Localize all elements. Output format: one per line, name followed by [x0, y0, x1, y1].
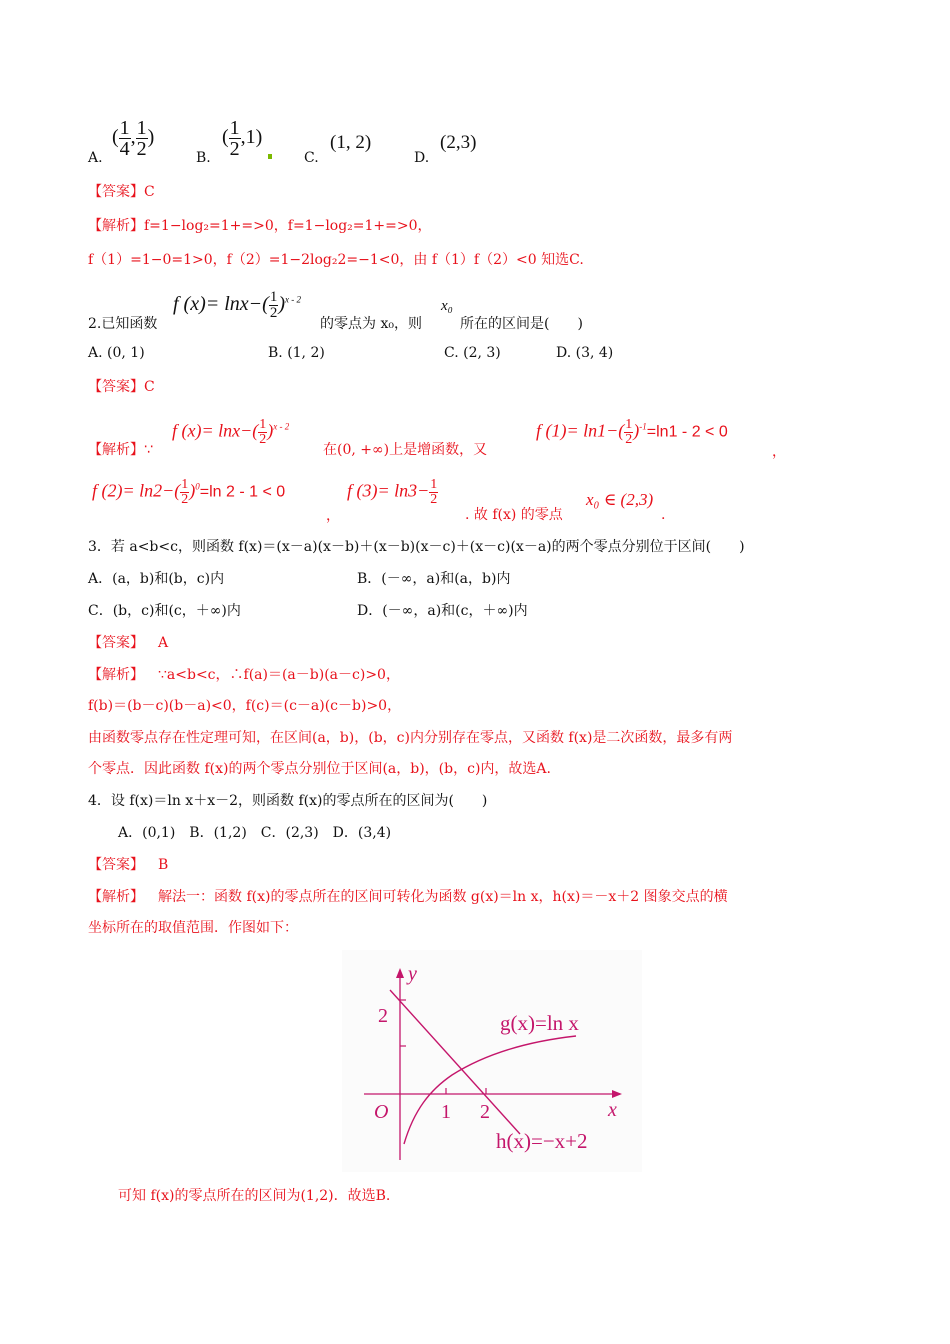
origin-label: O: [374, 1101, 389, 1123]
q3-answer: 【答案】 A: [88, 635, 169, 651]
q4-stem: 4．设 f(x)＝ln x＋x－2，则函数 f(x)的零点所在的区间为( ): [88, 793, 488, 809]
q3-explanation-line-3: 由函数零点存在性定理可知，在区间(a，b)，(b，c)内分别存在零点，又函数 f(x)是二次函数，最多有两: [88, 730, 733, 746]
q4-conclusion: 可知 f(x)的零点所在的区间为(1,2)．故选B.: [118, 1188, 391, 1204]
q1-option-c: C.: [304, 150, 319, 166]
q4-explanation-line-1: 【解析】 解法一：函数 f(x)的零点所在的区间可转化为函数 g(x)＝ln x，h(x)＝－x＋2 图象交点的横: [88, 889, 728, 905]
q2-explanation-period: .: [661, 507, 666, 523]
q2-stem-prefix: 2.已知函数: [88, 316, 158, 332]
q2-explanation-comma-2: ，: [326, 508, 340, 524]
q1-option-d-value: (2,3): [440, 132, 477, 153]
q1-option-b: B.: [196, 150, 211, 166]
q4-options: A．(0,1) B．(1,2) C．(2,3) D．(3,4): [118, 825, 392, 841]
q3-explanation-line-1: 【解析】 ∵a<b<c，∴f(a)＝(a－b)(a－c)>0，: [88, 667, 400, 683]
q3-option-a: A．(a，b)和(b，c)内: [88, 571, 225, 587]
q2-explanation-tail: . 故 f(x) 的零点: [465, 507, 563, 523]
q2-stem-end: 所在的区间是( ): [460, 316, 583, 332]
q2-explanation-middle: 在(0, +∞)上是增函数，又: [323, 442, 488, 458]
q2-option-b: B. (1, 2): [268, 345, 325, 361]
q2-option-a: A. (0, 1): [88, 345, 145, 361]
q1-explanation-line-1: 【解析】f=1−log₂=1+=>0，f=1−log₂=1+=>0，: [88, 218, 432, 234]
h-function-label: h(x)=−x+2: [496, 1129, 588, 1153]
q2-stem-function: f (x)= lnx−( $\frac{1}{2}$ )$^{x - 2}$: [173, 289, 302, 321]
q2-explanation-f2: f (2)= ln2−( $\frac{1}{2}$ )$^0$=ln 2 - 1 < 0: [92, 477, 286, 507]
q1-option-a-value: ( $\frac{1}{4}$ , $\frac{1}{2}$ ): [112, 117, 155, 160]
decorative-dot: [268, 154, 272, 159]
g-function-label: g(x)=ln x: [500, 1011, 579, 1035]
q3-explanation-line-4: 个零点．因此函数 f(x)的两个零点分别位于区间(a，b)，(b，c)内，故选A.: [88, 761, 551, 777]
q3-option-b: B．(－∞，a)和(a，b)内: [357, 571, 511, 587]
q1-explanation-line-2: f（1）=1−0=1>0，f（2）=1−2log₂2=−1<0，由 f（1）f（2）<0 知选C.: [88, 252, 584, 268]
q4-explanation-line-2: 坐标所在的取值范围．作图如下：: [88, 920, 298, 936]
q1-option-d: D.: [414, 150, 430, 166]
q3-explanation-line-2: f(b)＝(b－c)(b－a)<0，f(c)＝(c－a)(c－b)>0，: [88, 698, 402, 714]
q2-option-c: C. (2, 3): [444, 345, 501, 361]
q2-answer: 【答案】C: [88, 379, 155, 395]
q2-explanation-label: 【解析】∵: [88, 442, 153, 458]
q1-answer: 【答案】C: [88, 184, 155, 200]
q1-option-a: A.: [88, 150, 103, 166]
q2-stem-x0: x₀: [441, 298, 453, 314]
y-tick-label-2: 2: [378, 1005, 388, 1027]
q1-option-c-value: (1, 2): [330, 132, 372, 153]
q2-explanation-function: f (x)= lnx−( $\frac{1}{2}$ )$^{x - 2}$: [172, 417, 290, 447]
q3-option-d: D．(－∞，a)和(c，＋∞)内: [357, 603, 528, 619]
q2-explanation-f1: f (1)= ln1−( $\frac{1}{2}$ )$^{-1}$=ln1 - 2 < 0: [536, 417, 728, 447]
q4-answer: 【答案】 B: [88, 857, 169, 873]
q2-explanation-f3: f (3)= ln3− $\frac{1}{2}$: [347, 477, 438, 507]
q3-stem: 3．若 a<b<c，则函数 f(x)＝(x－a)(x－b)＋(x－b)(x－c)＋(x－c)(x－a)的两个零点分别位于区间( ): [88, 539, 745, 555]
graph-background: [342, 950, 642, 1172]
x-tick-label-2: 2: [480, 1101, 490, 1123]
q1-option-b-value: ( $\frac{1}{2}$ ,1): [222, 117, 263, 160]
q2-option-d: D. (3, 4): [556, 345, 614, 361]
y-axis-label: y: [408, 963, 417, 985]
q3-option-c: C．(b，c)和(c，＋∞)内: [88, 603, 241, 619]
q2-explanation-comma-1: ，: [772, 444, 786, 460]
x-tick-label-1: 1: [441, 1101, 451, 1123]
q2-explanation-x0-range: x₀ ∈ (2,3): [586, 490, 654, 509]
q2-stem-middle: 的零点为 x₀，则: [320, 316, 422, 332]
q4-function-graph: [342, 950, 642, 1172]
x-axis-label: x: [608, 1099, 617, 1121]
